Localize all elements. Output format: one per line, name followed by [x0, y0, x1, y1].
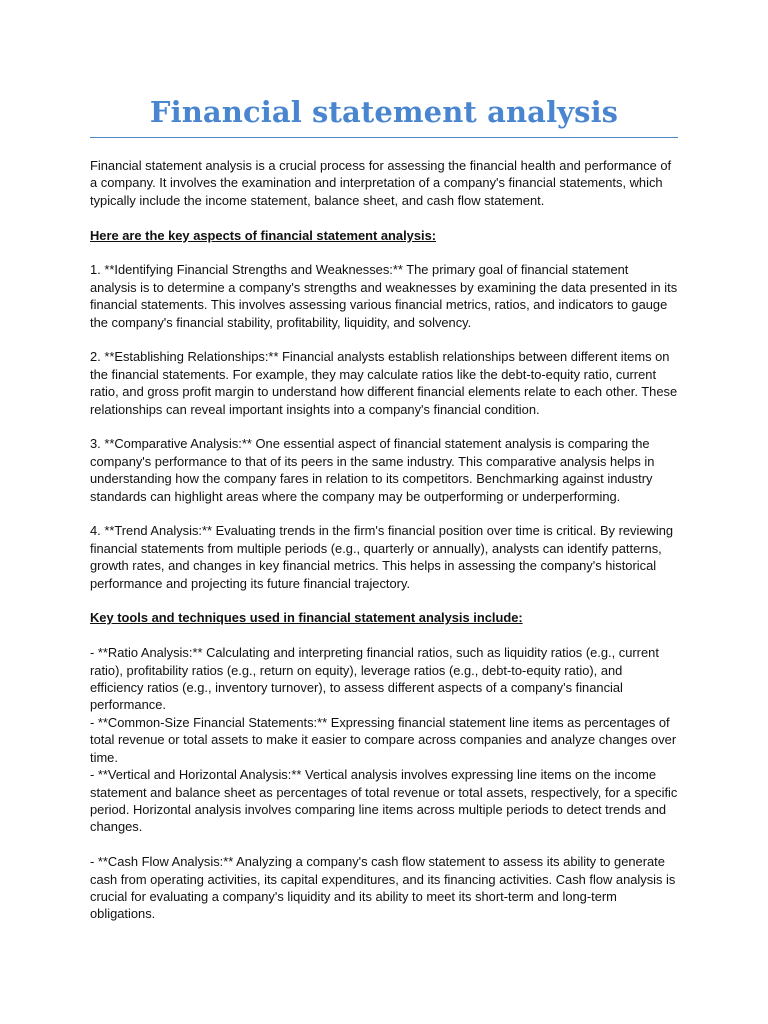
title-underline-rule: [90, 137, 678, 138]
document-body: [90, 157, 678, 923]
tool-item-ratio-analysis: - **Ratio Analysis:** Calculating and interpreting financial ratios, such as liquidity ratios (e.g., current ratio), profitability ratios (e.g., return on equity), leverage ratios (e.g., debt-to-equity ratio), and efficiency ratios (e.g., inventory turnover), to assess different aspects of a company's financial performance.: [90, 645, 659, 713]
tool-item-common-size: - **Common-Size Financial Statements:** Expressing financial statement line items as percentages of total revenue or total assets to make it easier to compare across companies and analyze changes over time.: [90, 714, 677, 765]
aspect-paragraph-3: 3. **Comparative Analysis:** One essential aspect of financial statement analysis is comparing the company's performance to that of its peers in the same industry. This comparative analysis helps in understanding how the company fares in relation to its competitors. Benchmarking against industry standards can highlight areas where the company may be outperforming or underperforming.: [90, 436, 655, 504]
aspect-paragraph-2: 2. **Establishing Relationships:** Financial analysts establish relationships between different items on the financial statements. For example, they may calculate ratios like the debt-to-equity ratio, current ratio, and gross profit margin to understand how different financial elements relate to each other. These relationships can reveal important insights into a company's financial condition.: [90, 349, 678, 417]
intro-paragraph: Financial statement analysis is a crucial process for assessing the financial health and performance of a company. It involves the examination and interpretation of a company's financial statements, which typically include the income statement, balance sheet, and cash flow statement.: [90, 158, 672, 208]
aspect-paragraph-4: 4. **Trend Analysis:** Evaluating trends in the firm's financial position over time is critical. By reviewing financial statements from multiple periods (e.g., quarterly or annually), analysts can identify patterns, growth rates, and changes in key financial metrics. This helps in assessing the company's historical performance and projecting its future financial trajectory.: [90, 523, 674, 591]
tool-item-cash-flow: - **Cash Flow Analysis:** Analyzing a company's cash flow statement to assess its ability to generate cash from operating activities, its capital expenditures, and its financing activities. Cash flow analysis is crucial for evaluating a company's liquidity and its ability to meet its short-term and long-term obligations.: [90, 854, 676, 922]
aspect-paragraph-1: 1. **Identifying Financial Strengths and Weaknesses:** The primary goal of financial statement analysis is to determine a company's strengths and weaknesses by examining the data presented in its financial statements. This involves assessing various financial metrics, ratios, and indicators to gauge the company's financial stability, profitability, liquidity, and solvency.: [90, 262, 678, 330]
tools-heading: Key tools and techniques used in financial statement analysis include:: [90, 610, 523, 626]
tool-item-vertical-horizontal: - **Vertical and Horizontal Analysis:** Vertical analysis involves expressing line items on the income statement and balance sheet as percentages of total revenue or total assets, respectively, for a specific period. Horizontal analysis involves comparing line items across multiple periods to detect trends and changes.: [90, 767, 678, 835]
aspects-heading: Here are the key aspects of financial statement analysis:: [90, 227, 437, 243]
page-title: Financial statement analysis: [149, 95, 619, 129]
